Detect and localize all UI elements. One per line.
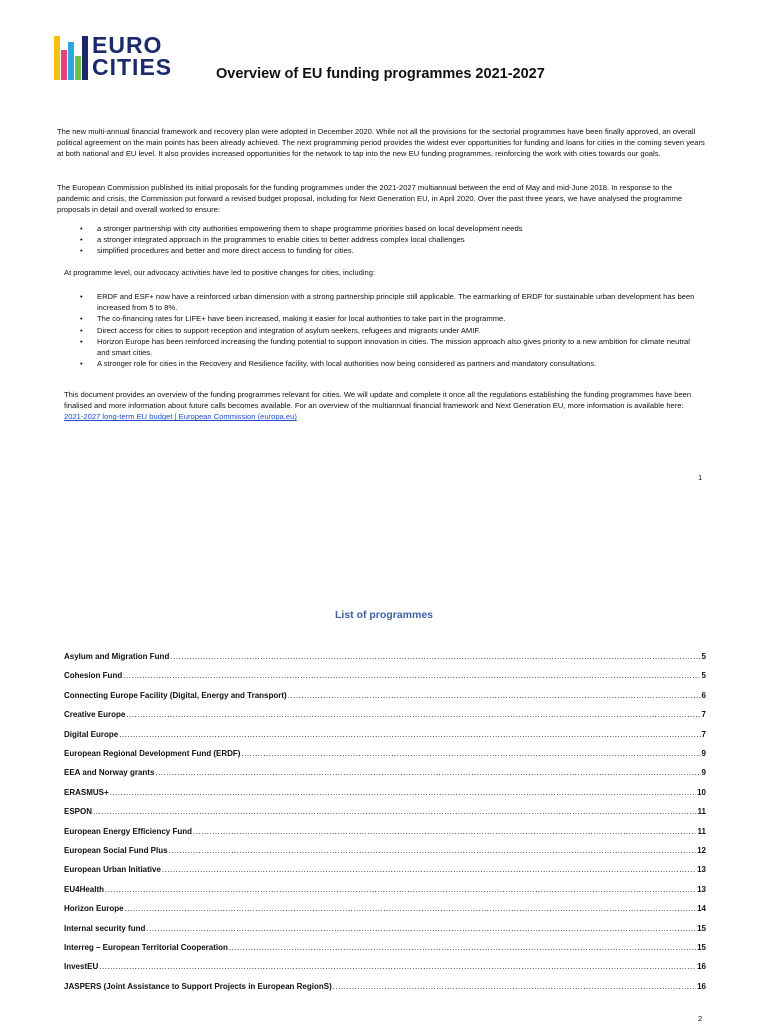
page-number: 1 [698, 473, 703, 482]
toc-leader-dots [155, 768, 700, 777]
toc-leader-dots [162, 865, 696, 874]
logo-line-1: EURO [92, 32, 163, 58]
toc-entry[interactable] [64, 846, 706, 858]
toc-entry-page: 5 [701, 652, 706, 661]
logo-bar [68, 42, 74, 80]
advocacy-paragraph: At programme level, our advocacy activities have led to positive changes for cities, including: [64, 268, 376, 277]
toc-leader-dots [99, 962, 696, 971]
eu-budget-link[interactable]: 2021-2027 long-term EU budget | European Commission (europa.eu) [64, 412, 297, 422]
toc-entry[interactable] [64, 768, 706, 780]
toc-leader-dots [333, 982, 696, 991]
toc-leader-dots [170, 652, 700, 661]
toc-entry-title: Digital Europe [64, 729, 119, 739]
toc-leader-dots [119, 730, 700, 739]
list-item: • Direct access for cities to support reception and integration of asylum seekers, refugees and migrants under AMIF. [80, 325, 704, 336]
proposals-paragraph: The European Commission published its initial proposals for the funding programmes under the 2021-2027 multiannual between the end of May and mid-June 2018. In response to the pandemic and crisis, the Commission put forward a revised budget proposal, including for Next Generation EU, in April 2020. Over the past three years, we have analysed the programme proposals in detail and overall worked to ensure: [57, 183, 683, 215]
toc-leader-dots [125, 904, 697, 913]
toc-entry-page: 12 [697, 846, 706, 855]
toc-entry-title: InvestEU [64, 962, 99, 972]
toc-entry-page: 10 [697, 787, 706, 797]
toc-entry-page: 9 [701, 768, 706, 778]
overview-paragraph [64, 389, 704, 423]
toc-leader-dots [169, 846, 697, 855]
toc-entry[interactable] [64, 827, 706, 839]
toc-entry-page: 11 [697, 807, 706, 817]
toc-entry-title: Creative Europe [64, 710, 126, 720]
list-item: • a stronger integrated approach in the programmes to enable cities to better address complex local challenges [80, 234, 700, 245]
toc-leader-dots [229, 943, 696, 952]
toc-leader-dots [288, 691, 701, 700]
logo-wordmark [92, 34, 172, 78]
toc-leader-dots [126, 710, 700, 719]
toc-leader-dots [241, 749, 700, 758]
toc-entry[interactable] [64, 904, 706, 916]
toc-entry-page: 15 [697, 943, 706, 952]
page-number: 2 [698, 1014, 703, 1023]
toc-entry-title: ERASMUS+ [64, 787, 109, 797]
toc-entry-title: Cohesion Fund [64, 671, 123, 681]
list-item: • The co-financing rates for LIFE+ have been increased, making it easier for local authorities to take part in the programme. [80, 313, 704, 324]
toc-entry-page: 15 [697, 923, 706, 933]
toc-entry-page: 6 [701, 690, 706, 700]
logo-line-2: CITIES [92, 54, 173, 80]
toc-entry-page: 16 [697, 962, 706, 972]
toc-entry[interactable] [64, 982, 706, 994]
toc-entry-title: Horizon Europe [64, 904, 124, 914]
list-item: • a stronger partnership with city authorities empowering them to shape programme priorities based on local development needs [80, 223, 700, 234]
toc-entry-page: 5 [701, 671, 706, 681]
toc-entry[interactable] [64, 924, 706, 936]
toc-entry[interactable] [64, 749, 706, 761]
document-title: Overview of EU funding programmes 2021-2027 [216, 66, 545, 82]
toc-entry-title: European Regional Development Fund (ERDF) [64, 749, 241, 758]
list-item: • ERDF and ESF+ now have a reinforced urban dimension with a strong partnership principle still applicable. The earmarking of ERDF for sustainable urban development has been increased from 5 to 8%. [80, 291, 704, 313]
toc-entry-title: Interreg – European Territorial Cooperation [64, 943, 228, 952]
changes-list [80, 291, 704, 369]
toc-entry-title: EU4Health [64, 884, 105, 894]
toc-entry[interactable] [64, 788, 706, 800]
goals-list [80, 223, 700, 257]
toc-entry-page: 13 [697, 884, 706, 894]
logo-bar [61, 50, 67, 80]
eurocities-logo [54, 32, 184, 82]
toc-leader-dots [146, 924, 696, 933]
toc-entry[interactable] [64, 943, 706, 955]
toc-entry-title: JASPERS (Joint Assistance to Support Projects in European RegionS) [64, 981, 332, 991]
toc-leader-dots [93, 807, 697, 816]
toc-leader-dots [105, 885, 696, 894]
list-item: • simplified procedures and better and more direct access to funding for cities. [80, 245, 700, 256]
toc-leader-dots [110, 788, 696, 797]
toc-heading: List of programmes [334, 609, 434, 621]
toc-leader-dots [193, 827, 697, 836]
toc-entry[interactable] [64, 865, 706, 877]
logo-bar [82, 36, 88, 80]
toc-entry[interactable] [64, 691, 706, 703]
toc-entry[interactable] [64, 652, 706, 664]
toc-entry[interactable] [64, 710, 706, 722]
toc-entry[interactable] [64, 807, 706, 819]
toc-leader-dots [123, 671, 700, 680]
toc-entry-page: 7 [701, 710, 706, 720]
toc-entry[interactable] [64, 962, 706, 974]
toc-entry-title: European Urban Initiative [64, 865, 161, 875]
toc-entry[interactable] [64, 885, 706, 897]
toc-entry-page: 13 [697, 865, 706, 875]
list-item: • A stronger role for cities in the Recovery and Resilience facility, with local authorities now being considered as partners and mandatory consultations. [80, 358, 704, 369]
toc-entry-title: Asylum and Migration Fund [64, 652, 170, 661]
toc-entry-title: ESPON [64, 807, 93, 817]
logo-bars-icon [54, 36, 88, 80]
toc-entry[interactable] [64, 730, 706, 742]
toc-entry-title: EEA and Norway grants [64, 768, 155, 778]
toc-entry-title: Internal security fund [64, 923, 146, 933]
logo-bar [54, 36, 60, 80]
toc-entry-title: Connecting Europe Facility (Digital, Energy and Transport) [64, 690, 287, 700]
logo-bar [75, 56, 81, 80]
toc-entry-page: 7 [701, 729, 706, 739]
toc-entry-page: 11 [697, 826, 706, 836]
toc-entry-page: 16 [697, 981, 706, 991]
toc-entry-title: European Energy Efficiency Fund [64, 826, 193, 836]
toc-entry-page: 9 [701, 749, 706, 758]
list-item: • Horizon Europe has been reinforced increasing the funding potential to support innovation in cities. The mission approach also gives priority to a new ambition for climate neutral and smart cities. [80, 336, 704, 358]
intro-paragraph: The new multi-annual financial framework and recovery plan were adopted in December 2020. While not all the provisions for the sectorial programmes have been finally approved, an overall political agreement on the main points has been already achieved. The next programming period provides the widest ever opportunities for funding and loans for cities in the coming seven years at both national and EU level. It also provides increased opportunities for the network to tap into the new EU funding programmes, reinforcing the work with cities towards our goals. [57, 127, 705, 159]
toc-entry-page: 14 [697, 904, 706, 914]
overview-text: This document provides an overview of the funding programmes relevant for cities. We will update and complete it once all the regulations establishing the funding programmes have been finalised and more information about future calls becomes available. For an overview of the multiannual financial framework and Next Generation EU, more information is available here: [64, 390, 692, 411]
toc-entry[interactable] [64, 671, 706, 683]
toc-entry-title: European Social Fund Plus [64, 846, 168, 855]
